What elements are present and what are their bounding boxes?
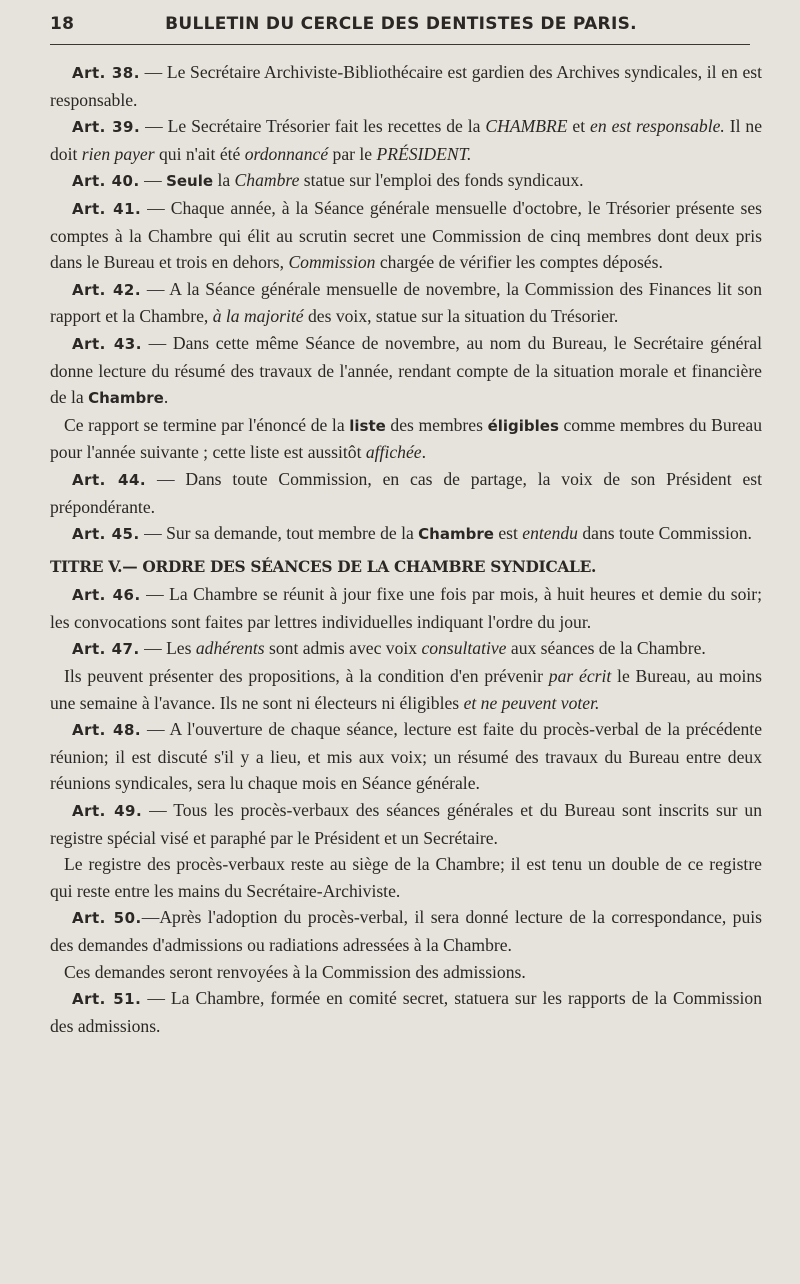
emphasis: PRÉSIDENT. [376,143,472,164]
article-text: chargée de vérifier les comptes déposés. [375,252,663,273]
article-number: Art. 47. [72,640,140,659]
article-number: Art. 44. [72,470,147,489]
article-number: Art. 43. [72,334,142,353]
emphasis: consultative [421,638,507,659]
article-number: Art. 50. [72,909,142,928]
article-text: — Le Secrétaire Archiviste-Bibliothécaire est gardien des Archives syndicales, il en est responsable. [50,62,763,110]
article-number: Art. 40. [72,172,140,191]
article-text: Ce rapport se termine par l'énoncé de la [64,414,350,435]
article-text: — Tous les procès-verbaux des séances générales et du Bureau sont inscrits sur un registre spécial visé et paraphé par le Président et un Secrétaire. [50,800,763,848]
article-number: Art. 46. [72,586,141,605]
article-text: — [139,170,167,191]
article-47 [50,635,762,663]
article-42 [50,276,762,330]
article-50-continuation [50,959,762,986]
article-text: — A l'ouverture de chaque séance, lecture est faite du procès-verbal de la précédente réunion; il est discuté s'il y a lieu, et mis aux voix; un résumé des travaux du Bureau entre deux réunions syndicales, sera lu chaque mois en Séance générale. [50,719,762,794]
article-46 [50,581,762,635]
emphasis: par écrit [548,666,612,687]
article-38 [50,59,762,113]
emphasis: Commission [288,252,376,273]
article-text: — Les [139,638,196,659]
emphasis: Chambre [234,170,300,191]
bold-term: Seule [166,172,214,191]
article-text: comme membres du Bureau pour l'année suivante ; cette liste est aussitôt [50,414,762,463]
article-number: Art. 39. [72,118,141,137]
article-text: . [163,387,169,408]
article-text: — A la Séance générale mensuelle de novembre, la Commission des Finances lit son rapport et la Chambre, [50,278,762,327]
article-text: des voix, statue sur la situation du Trésorier. [303,306,619,327]
article-text: Le registre des procès-verbaux reste au siège de la Chambre; il est tenu un double de ce registre qui reste entre les mains du Secrétaire-Archiviste. [50,854,762,901]
emphasis: affichée [365,442,422,463]
article-number: Art. 51. [72,990,142,1009]
article-text: — La Chambre, formée en comité secret, statuera sur les rapports de la Commission des admissions. [50,988,762,1036]
article-text: — Chaque année, à la Séance générale mensuelle d'octobre, le Trésorier présente ses comptes à la Chambre qui élit au scrutin secret une Commission de cinq membres dont deux pris dans le Bureau et trois en dehors, [50,197,762,273]
emphasis: en est responsable. [590,116,725,137]
article-45 [50,520,762,548]
emphasis: rien payer [81,143,155,164]
article-50 [50,904,762,958]
article-text: Ces demandes seront renvoyées à la Commission des admissions. [64,961,526,982]
running-title: BULLETIN DU CERCLE DES DENTISTES DE PARIS. [165,14,637,34]
article-text: le Bureau, au moins une semaine à l'avance. Ils ne sont ni électeurs ni éligibles [50,666,762,713]
article-text: —Après l'adoption du procès-verbal, il sera donné lecture de la correspondance, puis des demandes d'admissions ou radiations adressées à la Chambre. [50,907,763,955]
article-text: est [493,523,523,544]
article-43 [50,330,762,412]
article-51 [50,985,762,1039]
section-title: TITRE V.— ORDRE DES SÉANCES DE LA CHAMBRE SYNDICALE. [50,557,597,576]
article-text: statue sur l'emploi des fonds syndicaux. [299,170,584,191]
article-text: sont admis avec voix [264,638,422,659]
body-text [50,59,762,1039]
article-text: qui n'ait été [154,143,245,164]
article-text: dans toute Commission. [577,523,752,544]
article-number: Art. 49. [72,802,143,821]
bold-term: Chambre [418,525,494,544]
article-text: — Dans toute Commission, en cas de partage, la voix de son Président est prépondérante. [50,468,762,517]
article-text: la [213,170,235,191]
article-48 [50,716,762,797]
bold-term: liste [349,416,386,435]
article-number: Art. 41. [72,199,142,218]
article-text: . [421,442,426,463]
article-41 [50,195,762,276]
page-number: 18 [50,14,75,34]
emphasis: entendu [522,523,578,544]
article-text: des membres [385,414,488,435]
bold-term: Chambre [88,389,164,408]
article-text: Ils peuvent présenter des propositions, à la condition d'en prévenir [64,666,549,687]
article-49-continuation [50,851,762,904]
article-text: — La Chambre se réunit à jour fixe une fois par mois, à huit heures et demie du soir; les convocations sont faites par lettres individuelles indiquant l'ordre du jour. [50,584,763,632]
article-text: — Sur sa demande, tout membre de la [139,523,419,544]
article-text: — Le Secrétaire Trésorier fait les recettes de la [140,116,486,137]
article-text: par le [328,143,377,164]
article-text: aux séances de la Chambre. [506,638,706,659]
article-44 [50,466,762,520]
emphasis: et ne peuvent voter. [463,692,600,713]
emphasis: adhérents [195,638,265,659]
article-number: Art. 42. [72,280,142,299]
emphasis: CHAMBRE [485,116,568,137]
article-text: et [567,116,591,137]
running-header [50,14,762,42]
article-number: Art. 45. [72,525,140,544]
article-43-continuation [50,412,762,466]
article-text: Il ne doit [50,116,763,164]
article-number: Art. 48. [72,721,142,740]
article-47-continuation [50,663,762,716]
header-rule [50,44,750,45]
bold-term: éligibles [487,416,559,435]
article-40 [50,167,762,195]
article-text: — Dans cette même Séance de novembre, au nom du Bureau, le Secrétaire général donne lecture du résumé des travaux de l'année, rendant compte de la situation morale et financière de la [50,332,762,408]
emphasis: ordonnancé [244,143,329,164]
article-number: Art. 38. [72,64,140,82]
emphasis: à la majorité [212,306,304,327]
article-39 [50,113,762,167]
article-49 [50,797,762,851]
